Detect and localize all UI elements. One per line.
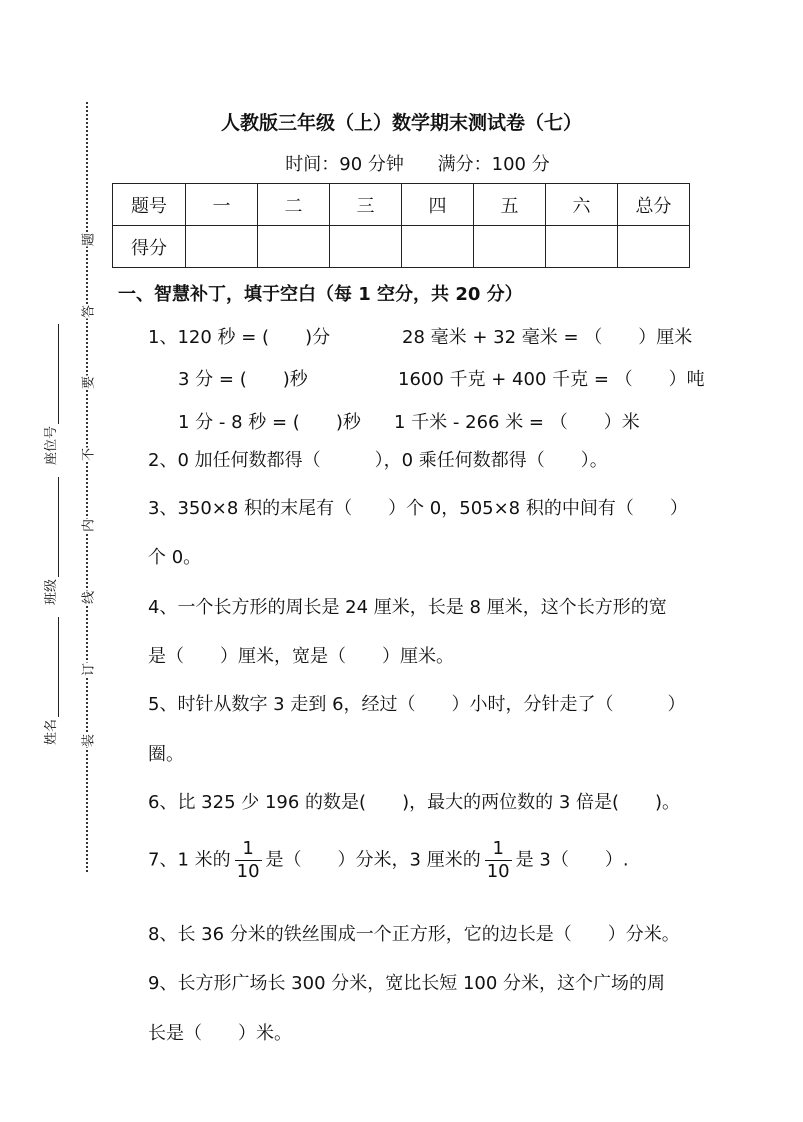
seat-number-label: 座位号 (44, 425, 59, 465)
exam-full-score: 满分：100 分 (437, 154, 550, 175)
question-1a: 1、120 秒 = ( )分 (148, 327, 331, 348)
table-cell: 二 (258, 184, 330, 226)
fraction-one-tenth (235, 838, 262, 883)
score-entry-cell[interactable] (186, 226, 258, 268)
score-entry-cell[interactable] (474, 226, 546, 268)
table-cell: 一 (186, 184, 258, 226)
class-line (46, 477, 59, 577)
question-1d: 1600 千克 + 400 千克 = （ ）吨 (398, 369, 705, 390)
name-field[interactable] (40, 617, 59, 745)
question-9-line1: 9、长方形广场长 300 分米，宽比长短 100 分米，这个广场的周 (148, 973, 666, 994)
fraction-denominator: 10 (486, 861, 510, 882)
question-5-line2: 圈。 (148, 744, 184, 765)
question-1e: 1 分 - 8 秒 = ( )秒 (178, 412, 361, 433)
binding-char: 线 (78, 591, 97, 605)
table-cell: 六 (546, 184, 618, 226)
table-cell: 三 (330, 184, 402, 226)
score-entry-cell[interactable] (402, 226, 474, 268)
exam-time: 时间：90 分钟 (285, 154, 404, 175)
question-4-line2: 是（ ）厘米，宽是（ ）厘米。 (148, 646, 454, 667)
table-cell: 四 (402, 184, 474, 226)
question-3-line1: 3、350×8 积的末尾有（ ）个 0，505×8 积的中间有（ ） (148, 498, 688, 519)
table-row (113, 226, 690, 268)
binding-char: 不 (78, 448, 97, 462)
page-title: 人教版三年级（上）数学期末测试卷（七） (220, 112, 582, 134)
question-6: 6、比 325 少 196 的数是( )，最大的两位数的 3 倍是( )。 (148, 792, 681, 813)
exam-info (0, 150, 803, 176)
question-1b: 28 毫米 + 32 毫米 = （ ）厘米 (402, 327, 693, 348)
fraction-denominator: 10 (236, 861, 260, 882)
score-entry-cell[interactable] (618, 226, 690, 268)
question-7 (148, 838, 629, 883)
question-7-part1: 7、1 米的 (148, 849, 231, 871)
table-cell: 得分 (113, 226, 186, 268)
binding-char: 题 (78, 233, 97, 247)
score-entry-cell[interactable] (330, 226, 402, 268)
fraction-one-tenth (485, 838, 512, 883)
fraction-numerator: 1 (235, 838, 262, 861)
question-2: 2、0 加任何数都得（ ），0 乘任何数都得（ ）。 (148, 450, 608, 471)
binding-char: 答 (78, 305, 97, 319)
score-entry-cell[interactable] (546, 226, 618, 268)
score-table (112, 183, 690, 268)
binding-dotted-line (86, 102, 88, 872)
table-cell: 五 (474, 184, 546, 226)
question-7-part2: 是（ ）分米，3 厘米的 (265, 849, 481, 871)
class-field[interactable] (40, 477, 59, 605)
class-label: 班级 (44, 578, 59, 605)
score-entry-cell[interactable] (258, 226, 330, 268)
question-3-line2: 个 0。 (148, 547, 202, 568)
name-line (46, 617, 59, 717)
question-7-part3: 是 3（ ）. (515, 849, 629, 871)
table-row (113, 184, 690, 226)
question-1c: 3 分 = ( )秒 (178, 369, 308, 390)
question-9-line2: 长是（ ）米。 (148, 1023, 292, 1044)
table-cell: 题号 (113, 184, 186, 226)
question-5-line1: 5、时针从数字 3 走到 6，经过（ ）小时，分针走了（ ） (148, 694, 686, 715)
binding-char: 内 (78, 519, 97, 533)
seat-number-line (46, 324, 59, 424)
fraction-numerator: 1 (485, 838, 512, 861)
name-label: 姓名 (44, 718, 59, 745)
question-4-line1: 4、一个长方形的周长是 24 厘米，长是 8 厘米，这个长方形的宽 (148, 597, 667, 618)
question-1f: 1 千米 - 266 米 = （ ）米 (394, 412, 640, 433)
binding-char: 装 (78, 734, 97, 748)
seat-number-field[interactable] (40, 324, 59, 465)
binding-char: 订 (78, 663, 97, 677)
binding-char: 要 (78, 376, 97, 390)
section-heading: 一、智慧补丁，填于空白（每 1 空分，共 20 分） (118, 284, 523, 305)
question-8: 8、长 36 分米的铁丝围成一个正方形，它的边长是（ ）分米。 (148, 924, 680, 945)
table-cell: 总分 (618, 184, 690, 226)
